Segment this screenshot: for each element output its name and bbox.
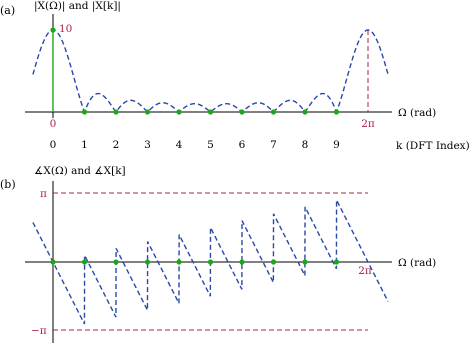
k-tick-label-1: 1 bbox=[81, 139, 88, 151]
k-tick-label-5: 5 bbox=[207, 139, 214, 151]
dft-magnitude-point-9 bbox=[334, 109, 339, 114]
panel-b-xlabel: Ω (rad) bbox=[398, 257, 437, 269]
k-tick-label-2: 2 bbox=[112, 139, 120, 151]
dft-phase-point-3 bbox=[145, 259, 150, 264]
k-tick-label-7: 7 bbox=[270, 139, 277, 151]
panel-b-x-tick-2pi: 2π bbox=[358, 265, 372, 277]
panel-a-k-labels bbox=[50, 139, 340, 151]
dft-magnitude-point-2 bbox=[113, 109, 118, 114]
k-tick-label-0: 0 bbox=[49, 139, 57, 151]
dft-phase-point-6 bbox=[239, 259, 244, 264]
dft-phase-point-0 bbox=[50, 259, 55, 264]
dft-phase-point-7 bbox=[271, 259, 276, 264]
dft-magnitude-point-6 bbox=[239, 109, 244, 114]
k-tick-label-9: 9 bbox=[333, 139, 340, 151]
panel-b-label: (b) bbox=[0, 178, 16, 191]
panel-a-x-tick-0: 0 bbox=[49, 118, 57, 130]
panel-a bbox=[0, 0, 470, 152]
dft-phase-point-9 bbox=[334, 259, 339, 264]
panel-b-title: ∡X(Ω) and ∡X[k] bbox=[34, 165, 126, 177]
k-tick-label-6: 6 bbox=[238, 139, 246, 151]
panel-a-xlabel: Ω (rad) bbox=[398, 107, 437, 119]
panel-a-xlabel2: k (DFT Index) bbox=[396, 140, 470, 152]
dft-magnitude-point-4 bbox=[176, 109, 181, 114]
dft-phase-point-8 bbox=[302, 259, 307, 264]
k-tick-label-8: 8 bbox=[301, 139, 309, 151]
dft-magnitude-point-7 bbox=[271, 109, 276, 114]
dft-phase-point-1 bbox=[82, 259, 87, 264]
dft-magnitude-point-8 bbox=[302, 109, 307, 114]
panel-a-peak-label: 10 bbox=[59, 23, 73, 35]
k-tick-label-3: 3 bbox=[144, 139, 151, 151]
panel-b-y-tick-pi: π bbox=[40, 188, 47, 200]
dft-magnitude-point-5 bbox=[208, 109, 213, 114]
dft-magnitude-point-3 bbox=[145, 109, 150, 114]
dft-magnitude-point-1 bbox=[82, 109, 87, 114]
panel-a-x-tick-2pi: 2π bbox=[361, 118, 375, 130]
dft-phase-point-5 bbox=[208, 259, 213, 264]
panel-a-label: (a) bbox=[0, 4, 16, 17]
panel-a-magnitude-curve bbox=[33, 30, 388, 112]
k-tick-label-4: 4 bbox=[175, 139, 183, 151]
panel-b-y-tick-minus-pi: −π bbox=[31, 325, 47, 337]
dft-magnitude-point-0 bbox=[50, 27, 55, 32]
dft-phase-point-2 bbox=[113, 259, 118, 264]
panel-a-title: |X(Ω)| and |X[k]| bbox=[34, 0, 121, 12]
dft-phase-point-4 bbox=[176, 259, 181, 264]
panel-b bbox=[0, 165, 436, 343]
